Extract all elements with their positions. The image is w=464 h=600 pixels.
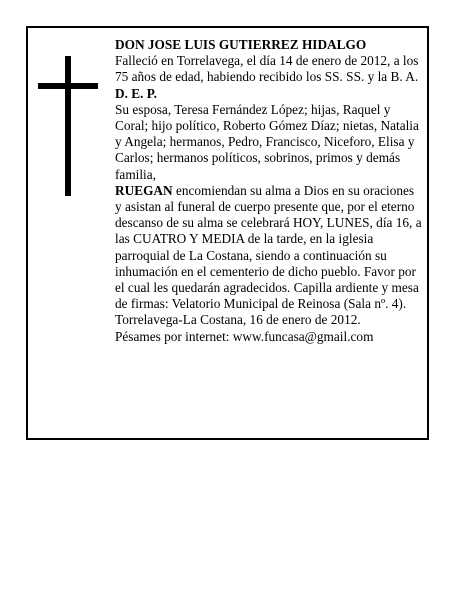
cross-icon bbox=[65, 56, 71, 196]
dep-heading: D. E. P. bbox=[115, 85, 157, 101]
deceased-name: DON JOSE LUIS GUTIERREZ HIDALGO bbox=[115, 37, 367, 52]
death-info: Falleció en Torrelavega, el día 14 de enero de 2012, a los 75 años de edad, habiendo recibido los SS. SS. y la B. A. bbox=[115, 53, 419, 85]
notice-body bbox=[115, 37, 423, 345]
family-list: Su esposa, Teresa Fernández López; hijas, Raquel y Coral; hijo político, Roberto Gómez Díaz; nietas, Natalia y Angela; hermanos, Pedro, Francisco, Niceforo, Elisa y Carlos; hermanos políticos, sobrinos, primos y demás familia, bbox=[115, 101, 419, 182]
condolences-contact: Pésames por internet: www.funcasa@gmail.com bbox=[115, 328, 374, 344]
cross-icon-bar bbox=[38, 83, 98, 89]
ruegan-label: RUEGAN bbox=[115, 182, 173, 198]
funeral-details: encomiendan su alma a Dios en su oraciones y asistan al funeral de cuerpo presente que, por el eterno descanso de su alma se celebrará HOY, LUNES, día 16, a las CUATRO Y MEDIA de la tarde, en la iglesia parroquial de La Costana, siendo a continuación su inhumación en el cementerio de dicho pueblo. Favor por el cual les quedarán agradecidos. Capilla ardiente y mesa de firmas: Velatorio Municipal de Reinosa (Sala nº. 4). bbox=[115, 182, 422, 312]
place-date: Torrelavega-La Costana, 16 de enero de 2012. bbox=[115, 312, 361, 328]
funeral-request bbox=[115, 183, 423, 313]
